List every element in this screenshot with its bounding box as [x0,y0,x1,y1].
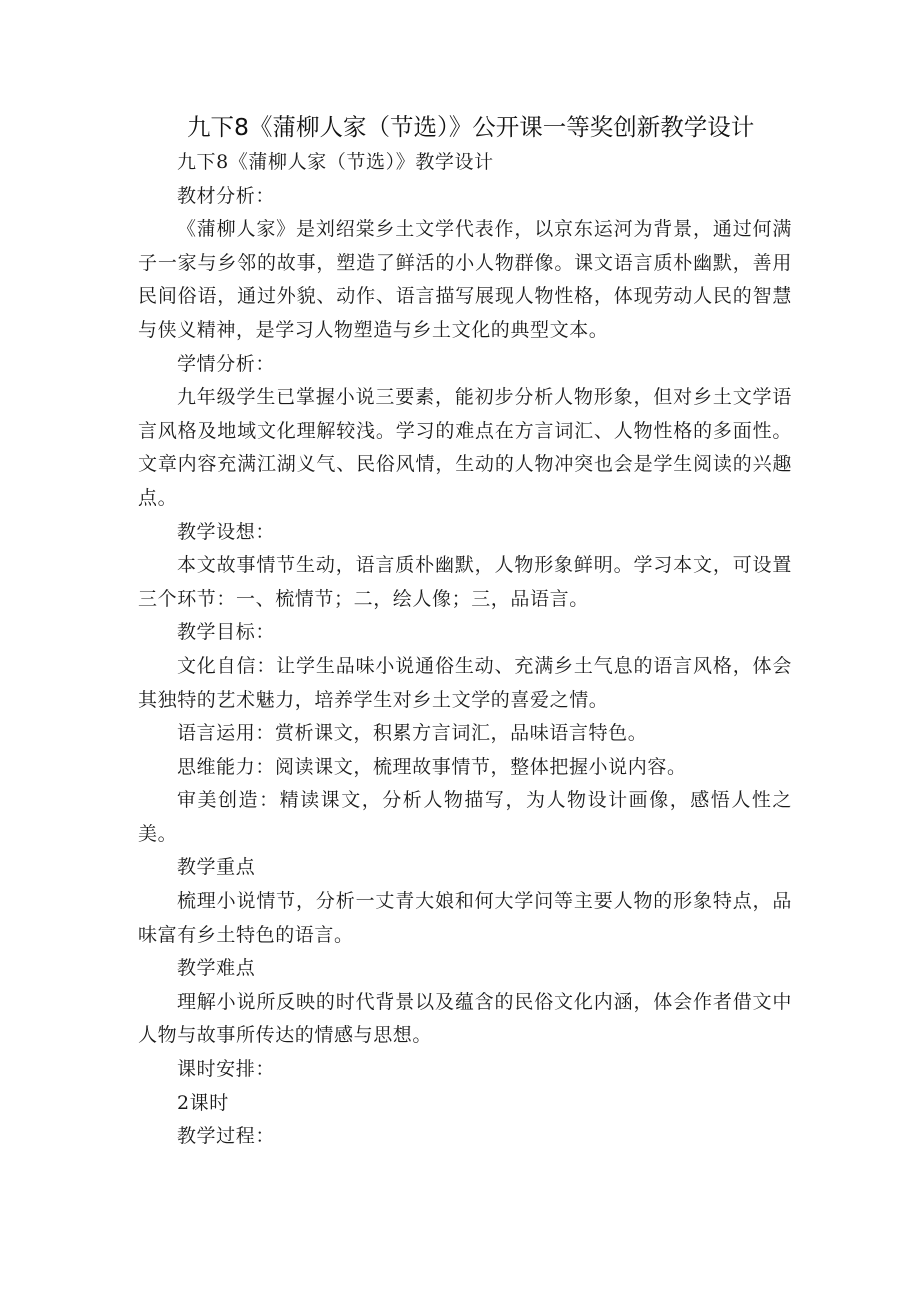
document-body [138,146,792,1154]
paragraph-schedule: 2课时 [176,1091,229,1114]
paragraph-goal-aesthetic-creation: 审美创造：精读课文，分析人物描写，为人物设计画像，感悟人性之美。 [138,789,792,845]
section-heading-teaching-concept: 教学设想： [176,520,275,543]
section-heading-key-points: 教学重点 [176,856,256,879]
paragraph-textbook-analysis: 《蒲柳人家》是刘绍棠乡土文学代表作，以京东运河为背景，通过何满子一家与乡邻的故事，塑造了鲜活的小人物群像。课文语言质朴幽默，善用民间俗语，通过外貌、动作、语言描写展现人物性格，体现劳动人民的智慧与侠义精神，是学习人物塑造与乡土文化的典型文本。 [138,218,792,341]
document-title: 九下8《蒲柳人家（节选）》公开课一等奖创新教学设计 [187,113,755,141]
paragraph-teaching-concept: 本文故事情节生动，语言质朴幽默，人物形象鲜明。学习本文，可设置三个环节：一、梳情节；二，绘人像；三，品语言。 [138,554,792,610]
section-heading-schedule: 课时安排： [176,1058,275,1081]
paragraph-goal-cultural-confidence: 文化自信：让学生品味小说通俗生动、充满乡土气息的语言风格，体会其独特的艺术魅力，培养学生对乡土文学的喜爱之情。 [138,654,792,711]
section-heading-teaching-process: 教学过程： [176,1125,275,1148]
paragraph-goal-language-use: 语言运用：赏析课文，积累方言词汇，品味语言特色。 [176,722,648,745]
subtitle: 九下8《蒲柳人家（节选）》教学设计 [176,151,494,173]
section-heading-difficulties: 教学难点 [176,957,256,980]
section-heading-teaching-goals: 教学目标： [176,621,275,644]
section-heading-textbook-analysis: 教材分析： [176,184,275,207]
paragraph-goal-thinking-ability: 思维能力：阅读课文，梳理故事情节，整体把握小说内容。 [176,755,687,778]
paragraph-learner-analysis: 九年级学生已掌握小说三要素，能初步分析人物形象，但对乡土文学语言风格及地域文化理解较浅。学习的难点在方言词汇、人物性格的多面性。文章内容充满江湖义气、民俗风情，生动的人物冲突也会是学生阅读的兴趣点。 [138,386,792,509]
paragraph-key-points: 梳理小说情节，分析一丈青大娘和何大学问等主要人物的形象特点，品味富有乡土特色的语言。 [138,890,792,946]
paragraph-difficulties: 理解小说所反映的时代背景以及蕴含的民俗文化内涵，体会作者借文中人物与故事所传达的情感与思想。 [138,990,792,1047]
section-heading-learner-analysis: 学情分析： [176,352,275,375]
